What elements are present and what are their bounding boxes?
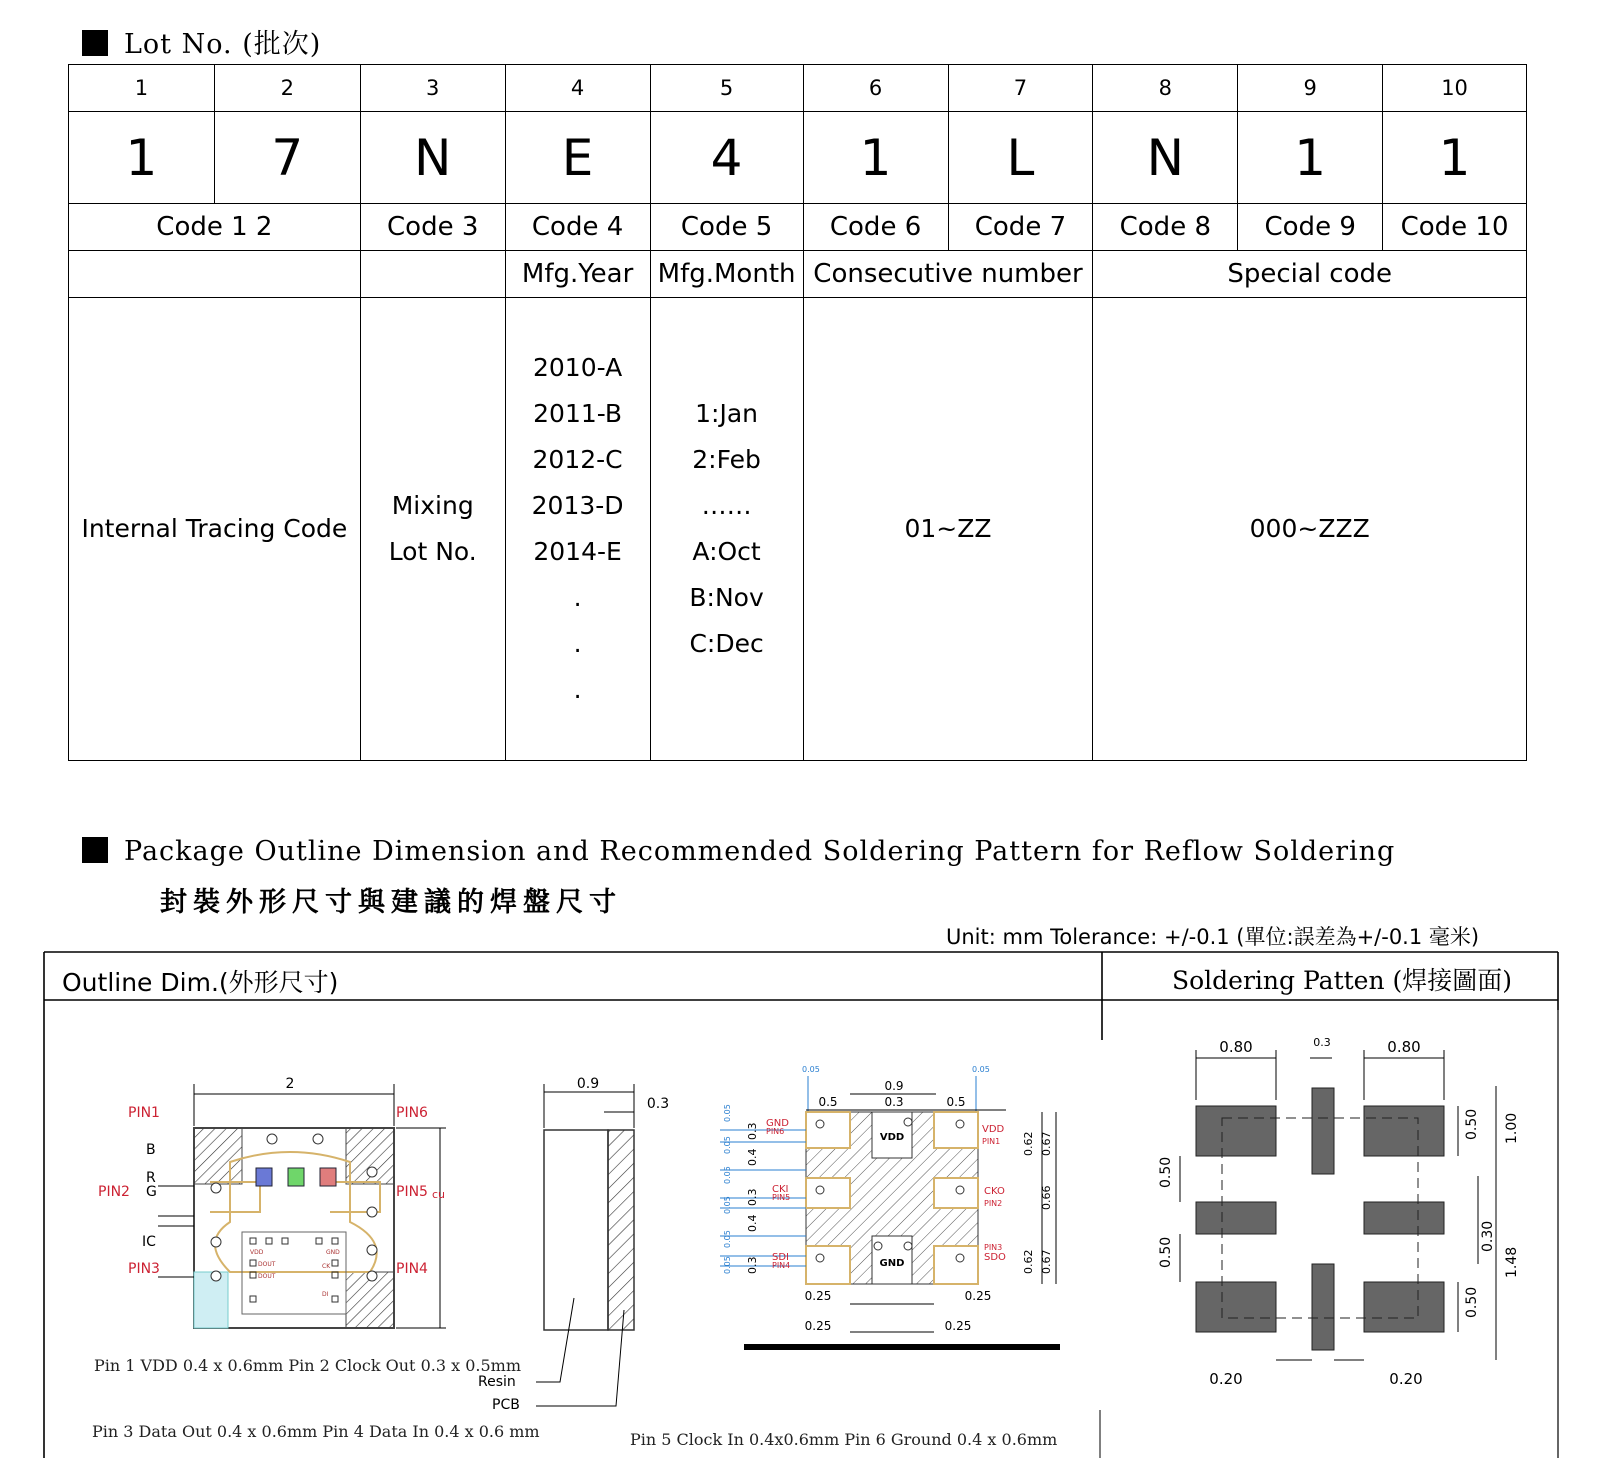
pin-label-left: PIN5 [772, 1193, 791, 1202]
example-char: L [948, 112, 1093, 204]
blue-dim: 0.05 [972, 1065, 990, 1074]
pad-label: DI [322, 1291, 329, 1298]
right-dim: 0.67 [1040, 1249, 1053, 1274]
right-dim: 0.67 [1040, 1131, 1053, 1156]
pin1-label: PIN1 [128, 1105, 160, 1121]
pin4-label: PIN4 [396, 1261, 428, 1277]
lot-no-line: Lot No. [388, 537, 477, 566]
cu-label: cu [432, 1188, 446, 1201]
top-dim-080: 0.80 [1219, 1038, 1253, 1056]
center-gnd: GND [879, 1258, 905, 1269]
left-dim: 0.4 [746, 1148, 759, 1166]
pin-label-right: PIN3 [984, 1243, 1003, 1252]
soldering-pattern-drawing [1140, 1030, 1540, 1420]
r-label: R [146, 1170, 156, 1186]
b-label: B [146, 1142, 156, 1158]
right-dim: 0.50 [1464, 1108, 1480, 1140]
solder-pad [1196, 1106, 1276, 1156]
example-char: 1 [1238, 112, 1383, 204]
pin-label-right: SDO [984, 1252, 1006, 1263]
position-cell: 7 [948, 65, 1093, 112]
month-item: 2:Feb [692, 445, 761, 474]
year-item: . [573, 629, 582, 658]
right-dim: 0.50 [1464, 1286, 1480, 1318]
example-char: 1 [803, 112, 948, 204]
code-label: Code 4 [505, 204, 650, 251]
example-char: 4 [650, 112, 803, 204]
pin3-label: PIN3 [128, 1261, 160, 1277]
width-dim-label: 2 [285, 1076, 295, 1092]
position-cell: 9 [1238, 65, 1383, 112]
g-label: G [146, 1184, 157, 1200]
mixing-line: Mixing [391, 491, 474, 520]
right-dim: 0.66 [1040, 1185, 1053, 1210]
blue-dim: 0.05 [723, 1136, 732, 1154]
package-title-text: Package Outline Dimension and Recommended Soldering Pattern for Reflow Soldering [124, 836, 1396, 867]
position-cell: 6 [803, 65, 948, 112]
pad-label: DOUT [258, 1261, 276, 1268]
top-dim-03: 0.3 [1313, 1036, 1331, 1049]
example-char: E [505, 112, 650, 204]
right-dim: 1.00 [1504, 1112, 1520, 1144]
soldering-pattern-header: Soldering Patten (焊接圖面) [1172, 966, 1513, 995]
pin-label-left: SDI [772, 1252, 789, 1263]
example-char: N [1093, 112, 1238, 204]
bottom-view-drawing [720, 1060, 1100, 1400]
right-dim: 0.62 [1022, 1249, 1035, 1274]
right-dim: 1.48 [1504, 1246, 1520, 1278]
code-label: Code 7 [948, 204, 1093, 251]
bottom-dim: 0.25 [964, 1289, 992, 1303]
pin-label-left: PIN6 [766, 1127, 785, 1136]
year-item: 2013-D [531, 491, 624, 520]
year-item: 2011-B [533, 399, 623, 428]
left-dim: 0.3 [746, 1188, 759, 1206]
top-dim-05: 0.5 [818, 1095, 838, 1109]
base-bar [744, 1344, 1060, 1350]
month-item: C:Dec [689, 629, 764, 658]
code-label: Code 9 [1238, 204, 1383, 251]
consecutive-label: Consecutive number [803, 251, 1093, 298]
year-item: 2012-C [532, 445, 623, 474]
pin-label-left: CKI [772, 1184, 789, 1195]
month-item: A:Oct [692, 537, 761, 566]
code-label: Code 8 [1093, 204, 1238, 251]
blue-dim: 0.05 [723, 1256, 732, 1274]
top-dim-080b: 0.80 [1387, 1038, 1421, 1056]
top-dim-05b: 0.5 [946, 1095, 966, 1109]
right-dim: 0.62 [1022, 1131, 1035, 1156]
example-char: 1 [69, 112, 215, 204]
pin-label-right: CKO [984, 1186, 1005, 1197]
month-item: 1:Jan [695, 399, 759, 428]
position-cell: 1 [69, 65, 215, 112]
position-cell: 8 [1093, 65, 1238, 112]
top-dim-09: 0.9 [884, 1079, 904, 1093]
pin-label-right: PIN1 [982, 1137, 1001, 1146]
position-cell: 3 [360, 65, 505, 112]
mfg-month-label: Mfg.Month [650, 251, 803, 298]
pin-label-right: VDD [982, 1124, 1005, 1135]
pin-note-1: Pin 1 VDD 0.4 x 0.6mm Pin 2 Clock Out 0.3 x 0.5mm [94, 1356, 521, 1375]
left-dim: 0.3 [746, 1256, 759, 1274]
top-dim-03: 0.3 [884, 1095, 904, 1109]
code-label: Code 3 [360, 204, 505, 251]
pcb-label: PCB [492, 1397, 520, 1412]
position-cell: 2 [214, 65, 360, 112]
month-item: …… [701, 491, 752, 520]
code-label: Code 1 2 [69, 204, 361, 251]
solder-pad [1364, 1106, 1444, 1156]
solder-pad [1364, 1202, 1444, 1234]
left-dim: 0.3 [746, 1122, 759, 1140]
pad-label: VDD [250, 1249, 264, 1256]
pin5-label: PIN5 [396, 1184, 428, 1200]
blue-dim: 0.05 [723, 1104, 732, 1122]
consecutive-range-cell: 01~ZZ [803, 298, 1093, 761]
code-label: Code 10 [1383, 204, 1527, 251]
mfg-year-label: Mfg.Year [505, 251, 650, 298]
pad-label: CK [322, 1263, 331, 1270]
pin-label-left: PIN4 [772, 1261, 791, 1270]
code-label: Code 5 [650, 204, 803, 251]
bottom-dim: 0.25 [944, 1319, 972, 1333]
bottom-dim: 0.25 [804, 1319, 832, 1333]
year-item: 2010-A [532, 353, 623, 382]
right-dim: 0.30 [1480, 1220, 1496, 1252]
solder-pad [1312, 1264, 1334, 1350]
solder-pad [1364, 1282, 1444, 1332]
year-item: 2014-E [533, 537, 622, 566]
side-thin-label: 0.3 [646, 1096, 670, 1112]
bottom-dim: 0.25 [804, 1289, 832, 1303]
unit-tolerance-note: Unit: mm Tolerance: +/-0.1 (單位:誤差為+/-0.1 毫米) [946, 925, 1480, 949]
outline-dim-header: Outline Dim.(外形尺寸) [62, 968, 339, 997]
position-cell: 4 [505, 65, 650, 112]
internal-tracing-cell: Internal Tracing Code [69, 298, 361, 761]
pin-note-2: Pin 3 Data Out 0.4 x 0.6mm Pin 4 Data In 0.4 x 0.6 mm [92, 1422, 540, 1441]
left-dim: 0.50 [1158, 1236, 1174, 1268]
blue-dim: 0.05 [802, 1065, 820, 1074]
blue-dim: 0.05 [723, 1230, 732, 1248]
lot-title-text: Lot No. (批次) [124, 29, 322, 60]
solder-pad [1312, 1088, 1334, 1174]
blue-dim: 0.05 [723, 1166, 732, 1184]
pin-note-3: Pin 5 Clock In 0.4x0.6mm Pin 6 Ground 0.4 x 0.6mm [630, 1430, 1058, 1449]
solder-pad [1196, 1282, 1276, 1332]
left-dim: 0.50 [1158, 1156, 1174, 1188]
bottom-dim: 0.20 [1209, 1370, 1243, 1388]
pin2-label: PIN2 [98, 1184, 130, 1200]
center-vdd: VDD [879, 1132, 905, 1143]
pin-label-left: GND [766, 1118, 789, 1129]
special-code-label: Special code [1093, 251, 1527, 298]
special-range-cell: 000~ZZZ [1093, 298, 1527, 761]
position-cell: 10 [1383, 65, 1527, 112]
bottom-dim: 0.20 [1389, 1370, 1423, 1388]
package-subtitle: 封裝外形尺寸與建議的焊盤尺寸 [160, 887, 622, 918]
month-item: B:Nov [689, 583, 764, 612]
pcb-block [608, 1130, 634, 1330]
pin6-label: PIN6 [396, 1105, 428, 1121]
solder-pad [1196, 1202, 1276, 1234]
top-view-drawing [90, 1072, 470, 1342]
example-char: 7 [214, 112, 360, 204]
resin-block [544, 1130, 608, 1330]
position-cell: 5 [650, 65, 803, 112]
pad-label: GND [326, 1249, 340, 1256]
pin-label-right: PIN2 [984, 1199, 1003, 1208]
year-item: . [573, 583, 582, 612]
example-char: 1 [1383, 112, 1527, 204]
resin-label: Resin [478, 1374, 516, 1390]
ic-label: IC [142, 1234, 156, 1250]
blue-dim: 0.05 [723, 1196, 732, 1214]
example-char: N [360, 112, 505, 204]
left-dim: 0.4 [746, 1214, 759, 1232]
side-width-label: 0.9 [576, 1076, 600, 1092]
year-item: . [573, 675, 582, 704]
pad-label: DOUT [258, 1273, 276, 1280]
code-label: Code 6 [803, 204, 948, 251]
